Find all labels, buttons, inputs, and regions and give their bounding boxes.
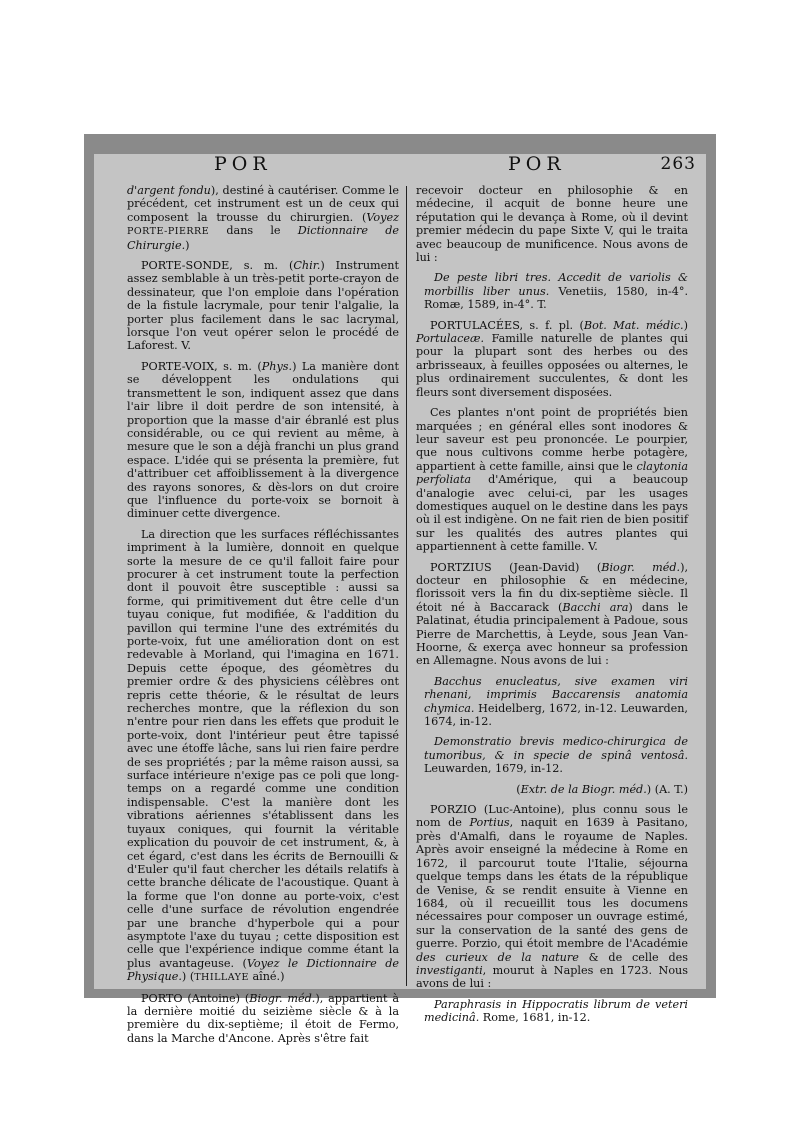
entry-portulacees: PORTULACÉES, s. f. pl. (Bot. Mat. médic.) Portulaceæ. Famille naturelle de plantes qui pour la plupart sont des herbes ou des arbrisseaux, à feuilles opposées ou alternes, le plus ordinairement succulentes, & dont les fleurs sont diversement disposées. — [416, 318, 688, 399]
entry-porte-voix: PORTE-VOIX, s. m. (Phys.) La manière dont se développent les ondulations qui transmettent le son, indiquent assez que dans l'air libre il doit perdre de son intensité, à proportion que la masse d'air ébranlé est plus considérable, ou ce qui revient au même, à mesure que le son a déjà franchi un plus grand espace. L'idée qui se présenta la première, fut d'attribuer cet affoiblissement à la divergence des rayons sonores, & dès-lors on dut croire que l'influence du porte-voix se bornoit à diminuer cette divergence. — [127, 359, 399, 521]
bibliography-item: Demonstratio brevis medico-chirurgica de tumoribus, & in specie de spinâ ventosâ. Leuwarden, 1679, in-12. — [424, 735, 688, 776]
left-column — [127, 184, 399, 1052]
entry-portzius: PORTZIUS (Jean-David) (Biogr. méd.), docteur en philosophie & en médecine, florissoit vers la fin du dix-septième siècle. Il étoit né à Baccarack (Bacchi ara) dans le Palatinat, étudia principalement à Padoue, sous Pierre de Marchettis, à Leyde, sous Jean Van-Hoorne, & exerça avec honneur sa profession en Allemagne. Nous avons de lui : — [416, 560, 688, 668]
entry-continuation: d'argent fondu), destiné à cautériser. Comme le précédent, cet instrument est un de ceux qui composent la trousse du chirurgien. (Voyez PORTE-PIERRE dans le Dictionnaire de Chirurgie.) — [127, 184, 399, 252]
running-header — [94, 154, 706, 182]
entry-porto-continuation: recevoir docteur en philosophie & en médecine, il acquit de bonne heure une réputation qui le devança à Rome, où il devint premier médecin du pape Sixte V, qui le traita avec beaucoup de munificence. Nous avons de lui : — [416, 184, 688, 265]
entry-porzio: PORZIO (Luc-Antoine), plus connu sous le nom de Portius, naquit en 1639 à Pasitano, près d'Amalfi, dans le royaume de Naples. Après avoir enseigné la médecine à Rome en 1672, il parcourut toute l'Italie, séjourna quelque temps dans les états de la république de Venise, & se rendit ensuite à Vienne en 1684, où il recueillit tous les documens nécessaires pour composer un ouvrage estimé, sur la conservation de la santé des gens de guerre. Porzio, qui étoit membre de l'Académie des curieux de la nature & de celle des investiganti, mourut à Naples en 1723. Nous avons de lui : — [416, 803, 689, 991]
bibliography-item: Paraphrasis in Hippocratis librum de veteri medicinâ. Rome, 1681, in-12. — [424, 997, 688, 1025]
page-number: 263 — [660, 154, 696, 174]
bibliography-item: Bacchus enucleatus, sive examen viri rhenani, imprimis Baccarensis anatomia chymica. Heidelberg, 1672, in-12. Leuwarden, 1674, in-12. — [424, 674, 688, 729]
entry-porto: PORTO (Antoine) (Biogr. méd.), appartient à la dernière moitié du seizième siècle & à la première du dix-septième; il étoit de Fermo, dans la Marche d'Ancone. Après s'être fait — [127, 991, 399, 1045]
book-page — [94, 153, 706, 1045]
entry-portulacees-body: Ces plantes n'ont point de propriétés bien marquées ; en général elles sont inodores & leur saveur est peu prononcée. Le pourpier, que nous cultivons comme herbe potagère, appartient à cette famille, ainsi que le claytonia perfoliata d'Amérique, qui a beaucoup d'analogie avec celui-ci, par les usages domestiques auquel on le destine dans les pays où il est indigène. On ne fait rien de bien positif sur les qualités des autres plantes qui appartiennent à cette famille. V. — [416, 406, 688, 554]
scanned-page-background — [84, 134, 716, 1045]
entry-porte-voix-body: La direction que les surfaces réfléchissantes impriment à la lumière, donnoit en quelque sorte la mesure de ce qu'il falloit faire pour procurer à cet instrument toute la perfection dont il pouvoit être susceptible : aussi sa forme, qui primitivement dut être celle d'un tuyau conique, fut modifiée, & l'addition du pavillon qui termine l'une des extrémités du porte-voix, fut une amélioration dont on est redevable à Morland, qui l'imagina en 1671. Depuis cette époque, des géomètres du premier ordre & des physiciens célèbres ont repris cette théorie, & le résultat de leurs recherches montre, que la réflexion du son n'entre pour rien dans les effets que produit le porte-voix, dont l'intérieur peut être tapissé avec une étoffe lâche, sans lui rien faire perdre de ses propriétés ; par la même raison aussi, sa surface intérieure n'exige pas ce poli que long-temps on a regardé comme une condition indispensable. C'est la manière dont les vibrations aériennes s'établissent dans les tuyaux coniques, qui fournit la véritable explication du pouvoir de cet instrument, &, à cet égard, c'est dans les écrits de Bernouilli & d'Euler qu'il faut chercher les détails relatifs à cette branche délicate de l'acoustique. Quant à la forme que l'on donne au porte-voix, c'est celle d'une surface de révolution engendrée par une branche d'hyperbole qui a pour asymptote l'axe du tuyau ; cette disposition est celle que l'expérience indique comme étant la plus avantageuse. (Voyez le Dictionnaire de Physique.) (THILLAYE aîné.) — [127, 527, 399, 984]
source-attribution: (Extr. de la Biogr. méd.) (A. T.) — [516, 782, 688, 796]
column-divider — [406, 186, 407, 986]
bibliography-item: De peste libri tres. Accedit de variolis & morbillis liber unus. Venetiis, 1580, in-4°. Romæ, 1589, in-4°. T. — [424, 271, 688, 312]
right-column — [416, 184, 688, 1032]
entry-porte-sonde: PORTE-SONDE, s. m. (Chir.) Instrument assez semblable à un très-petit porte-crayon de dessinateur, que l'on emploie dans l'opération de la fistule lacrymale, pour tenir l'algalie, la porter plus facilement dans le sac lacrymal, lorsque l'on veut opérer selon le procédé de Laforest. V. — [127, 259, 399, 353]
header-left-word: POR — [214, 153, 272, 175]
header-right-word: POR — [508, 153, 566, 175]
